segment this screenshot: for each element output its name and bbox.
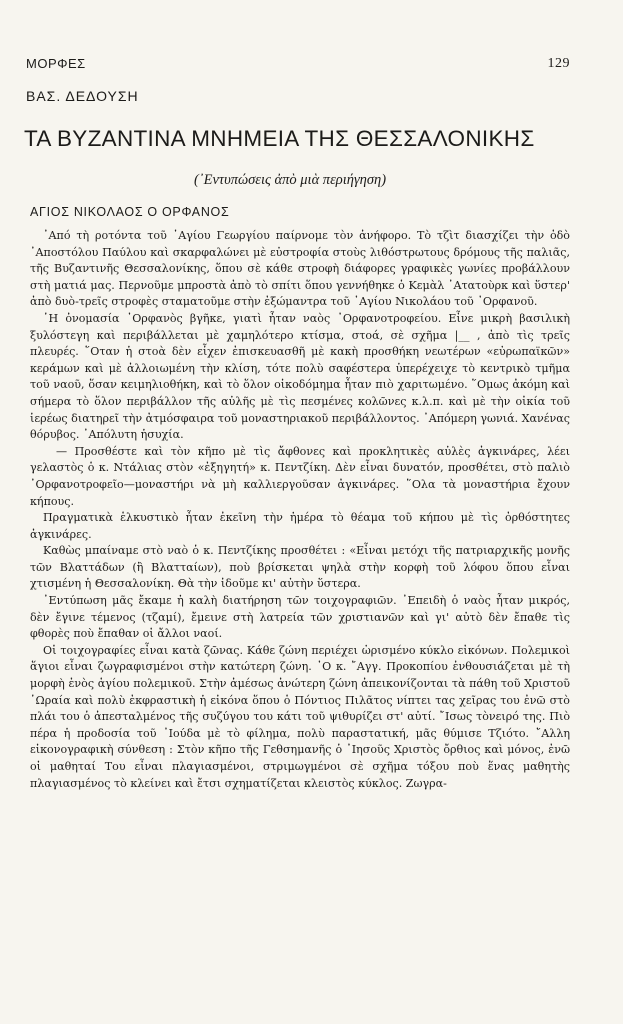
article-title: ΤΑ ΒΥΖΑΝΤΙΝΑ ΜΝΗΜΕΙΑ ΤΗΣ ΘΕΣΣΑΛΟΝΙΚΗΣ: [24, 126, 535, 151]
page-number: 129: [547, 56, 570, 71]
journal-name: ΜΟΡΦΕΣ: [26, 56, 86, 71]
running-head: [26, 56, 570, 76]
section-heading: ΑΓΙΟΣ ΝΙΚΟΛΑΟΣ Ο ΟΡΦΑΝΟΣ: [30, 205, 230, 219]
body-paragraph: ᾿Από τὴ ροτόντα τοῦ ῾Αγίου Γεωργίου παίρνομε τὸν ἀνήφορο. Τὸ τζὶτ διασχίζει τὴν ὁδὸ ᾿Αποστόλου Παύλου καὶ σκαρφαλώνει μὲ εὐστροφία στοὺς λιθόστρωτους δρόμους τῆς παλιᾶς, τῆς Βυζαντινῆς Θεσσαλονίκης, ὅπου σὲ κάθε στροφὴ διάφορες γραφικὲς γωνίες προβάλλουν στὴ ματιά μας. Περνοῦμε μπροστὰ ἀπὸ τὸ σπίτι ὅπου γεννήθηκε ὁ Κεμὰλ ᾿Ατατοὺρκ καὶ ὕστερ' ἀπὸ δυὸ-τρεῖς στροφὲς σταματοῦμε στὴν ἐξώμαντρα τοῦ ῾Αγίου Νικολάου τοῦ ᾿Ορφανοῦ.: [30, 229, 570, 309]
body-paragraph: Πραγματικὰ ἑλκυστικὸ ἦταν ἐκεῖνη τὴν ἡμέρα τὸ θέαμα τοῦ κήπου μὲ τὶς ὀρθόστητες ἀγκινάρες.: [30, 511, 570, 541]
body-paragraph: ᾿Εντύπωση μᾶς ἔκαμε ἡ καλὴ διατήρηση τῶν τοιχογραφιῶν. ᾿Επειδὴ ὁ ναὸς ἦταν μικρός, δὲν ἔγινε τέμενος (τζαμί), ἔμεινε στὴ λατρεία τῶν χριστιανῶν καὶ γι' αὐτὸ δὲν ἔπαθε τὶς φθορὲς ποὺ ἔπαθαν οἱ ἄλλοι ναοί.: [30, 594, 570, 641]
body-paragraph: — Προσθέστε καὶ τὸν κῆπο μὲ τὶς ἄφθονες καὶ προκλητικὲς αὐλὲς ἀγκινάρες, λέει γελαστὸς ὁ κ. Ντάλιας στὸν «ἐξηγητή» κ. Πεντζίκη. Δὲν εἶναι δυνατόν, προσθέτει, στὸ παλιὸ ᾿Ορφανοτροφεῖο—μοναστήρι νὰ μὴ καλλιεργοῦσαν ἀγκινάρες. ῞Ολα τὰ μοναστήρια ἔχουν κήπους.: [30, 444, 570, 508]
article-subtitle: (᾿Εντυπώσεις ἀπὸ μιὰ περιήγηση): [193, 172, 387, 188]
body-paragraph: Οἱ τοιχογραφίες εἶναι κατὰ ζῶνας. Κάθε ζώνη περιέχει ὡρισμένο κύκλο εἰκόνων. Πολεμικοὶ ἅγιοι εἶναι ζωγραφισμένοι στὴν κατώτερη ζώνη. ῾Ο κ. ῎Αγγ. Προκοπίου ἐνθουσιάζεται μὲ τὴ μορφὴ ἑνὸς ἁγίου πολεμικοῦ. Στὴν ἀμέσως ἀνώτερη ζώνη ἀπεικονίζονται τὰ πάθη τοῦ Χριστοῦ ῾Ωραία καὶ πολὺ ἐκφραστικὴ ἡ εἰκόνα ὅπου ὁ Πόντιος Πιλᾶτος νίπτει τας χεῖρας του ἐνῶ στὸ πλάι του ὁ ἀπεσταλμένος τῆς συζύγου του κάτι τοῦ ψιθυρίζει στ' αὐτί. ῎Ισως τὸνειρό της. Πιὸ πέρα ἡ προδοσία τοῦ ᾿Ιούδα μὲ τὸ φίλημα, πολὺ παραστατική, μᾶς θύμισε Τζιότο. ῎Αλλη εἰκονογραφικὴ σύνθεση : Στὸν κῆπο τῆς Γεθσημανῆς ὁ ᾿Ιησοῦς Χριστὸς ὄρθιος καὶ μόνος, ἐνῶ οἱ μαθηταί Του εἶναι πλαγιασμένοι, στριμωγμένοι σὲ σχῆμα τόξου ποὺ ἕνας μαθητὴς πλαγιασμένος τὸ κλείνει καὶ ἔτσι σχηματίζεται κλειστὸς κύκλος. Ζωγρα-: [30, 643, 570, 790]
article-author: ΒΑΣ. ΔΕΔΟΥΣΗ: [26, 88, 139, 104]
body-paragraph: Καθὼς μπαίναμε στὸ ναὸ ὁ κ. Πεντζίκης προσθέτει : «Εἶναι μετόχι τῆς πατριαρχικῆς μονῆς τῶν Βλαττάδων (ἢ Βλατταίων), ποὺ βρίσκεται ψηλὰ στὴν κορφὴ τοῦ λόφου ὅπου εἶναι χτισμένη ἡ Θεσσαλονίκη. Θὰ τὴν ἰδοῦμε κι' αὐτὴν ὕστερα.: [30, 544, 570, 591]
body-paragraph: ῾Η ὀνομασία ᾿Ορφανὸς βγῆκε, γιατὶ ἦταν ναὸς ᾿Ορφανοτροφείου. Εἶνε μικρὴ βασιλικὴ ξυλόστεγη καὶ περιβάλλεται μὲ χαμηλότερο κτίσμα, στοά, σὲ σχῆμα |__ , ἀπὸ τὶς τρεῖς πλευρές. ῞Οταν ἡ στοὰ δὲν εἶχεν ἐπισκευασθῆ μὲ κακὴ προσθήκη νεωτέρων «εὐρωπαϊκῶν» κεράμων καὶ μὲ ἀλλοιωμένη τὴν κλίση, τότε πολὺ σαφέστερα ὑπερέχειχε τὸ κεντρικὸ τμῆμα τοῦ ναοῦ, ὅσαν κειμηλιοθήκη, καὶ τὸ ὅλον οἰκοδόμημα ἦταν πιὸ χαριτωμένο. ῞Ομως ἀκόμη καὶ σήμερα τὸ ὅλον περιβάλλον τῆς αὐλῆς μὲ τὶς πεσμένες κολῶνες κ.λ.π. καὶ μὲ τὴν οἰκία τοῦ ἱερέως διατηρεῖ τὴν ἀτμόσφαιρα τοῦ μοναστηριακοῦ περιβάλλοντος. ᾿Απόμερη γωνιά. Χανένας θόρυβος. ᾿Απόλυτη ἡσυχία.: [30, 311, 570, 442]
article-body: [30, 228, 570, 792]
